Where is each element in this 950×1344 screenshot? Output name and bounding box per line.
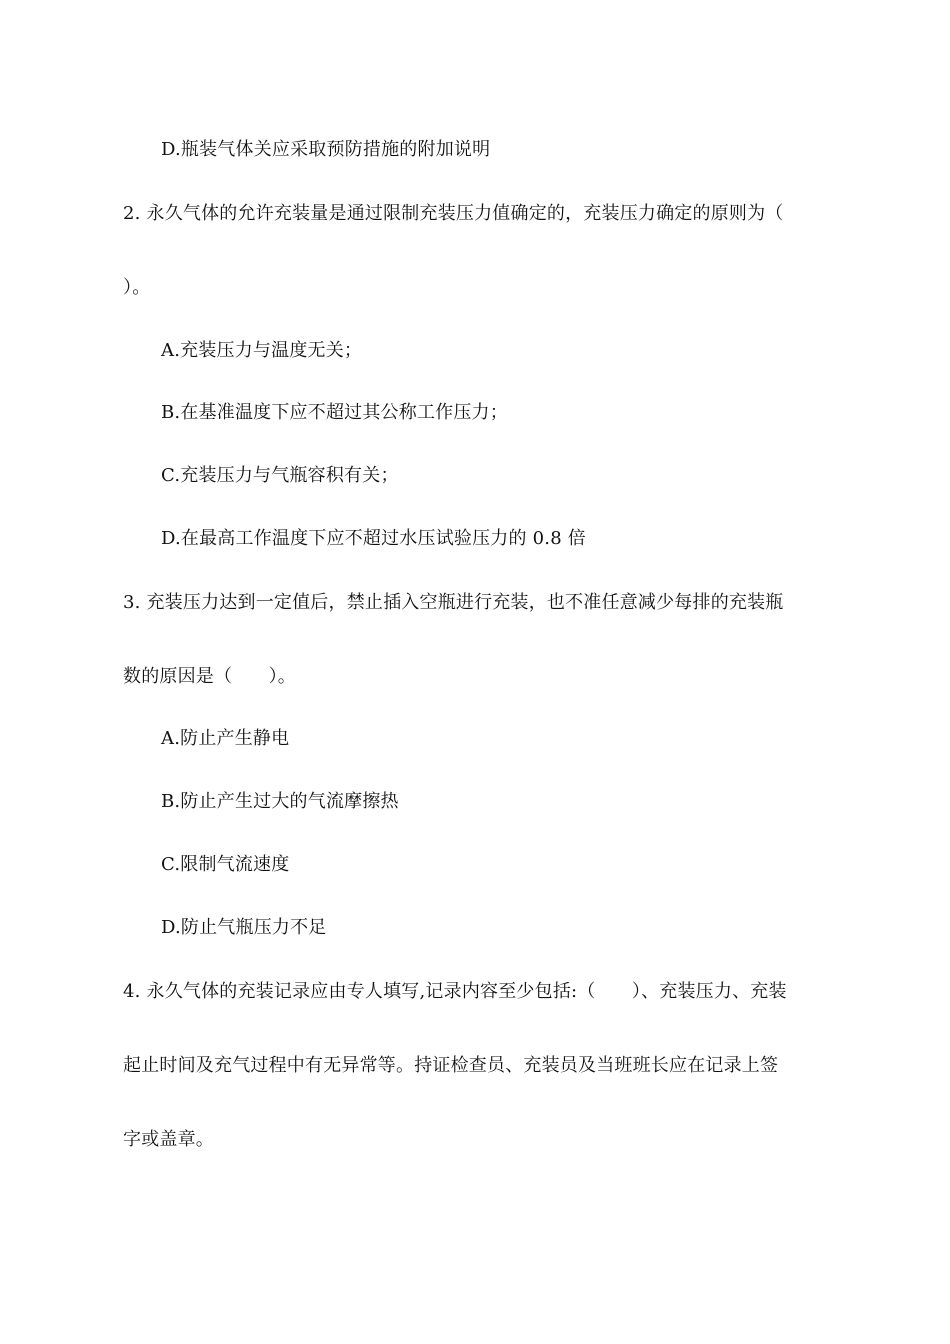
question-3-stem-line-1: 3. 充装压力达到一定值后，禁止插入空瓶进行充装，也不准任意减少每排的充装瓶 [123, 592, 784, 613]
question-3-option-b: B.防止产生过大的气流摩擦热 [161, 791, 399, 812]
question-2-stem-line-2: ）。 [123, 277, 151, 298]
question-4-stem-line-3: 字或盖章。 [123, 1129, 214, 1150]
question-4-stem-line-1: 4. 永久气体的充装记录应由专人填写,记录内容至少包括:（ ）、充装压力、充装 [123, 981, 787, 1002]
question-3-option-d: D.防止气瓶压力不足 [161, 917, 327, 938]
question-3-option-a: A.防止产生静电 [161, 728, 290, 749]
question-4-stem-line-2: 起止时间及充气过程中有无异常等。持证检查员、充装员及当班班长应在记录上签 [123, 1055, 779, 1076]
question-2-option-c: C.充装压力与气瓶容积有关； [161, 465, 399, 486]
prev-option-d: D.瓶装气体关应采取预防措施的附加说明 [161, 139, 491, 160]
question-3-stem-line-2: 数的原因是（ ）。 [123, 666, 296, 687]
question-2-stem-line-1: 2. 永久气体的允许充装量是通过限制充装压力值确定的，充装压力确定的原则为（ [123, 203, 784, 224]
question-2-option-d: D.在最高工作温度下应不超过水压试验压力的 0.8 倍 [161, 528, 586, 549]
question-3-option-c: C.限制气流速度 [161, 854, 290, 875]
question-2-option-a: A.充装压力与温度无关； [161, 340, 363, 361]
question-2-option-b: B.在基准温度下应不超过其公称工作压力； [161, 402, 508, 423]
